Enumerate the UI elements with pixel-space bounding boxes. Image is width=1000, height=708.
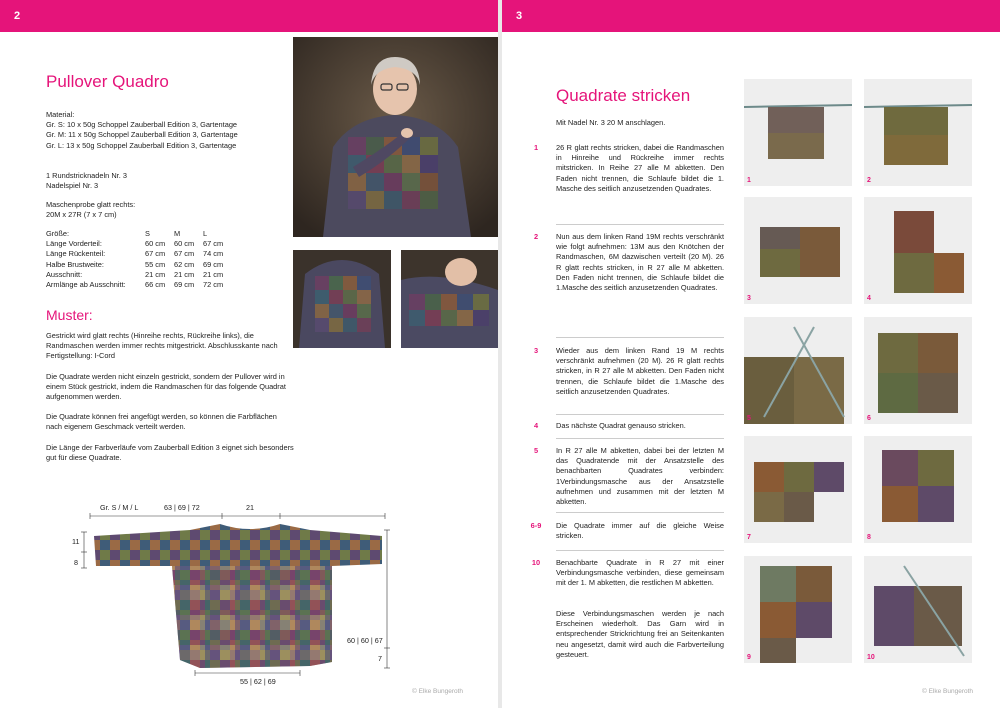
diagram-width-top: 63 | 69 | 72 xyxy=(164,503,200,512)
step-2 xyxy=(522,232,724,293)
size-cell: 62 cm xyxy=(174,259,195,269)
step-photo-2 xyxy=(864,79,972,186)
step-photo-number: 6 xyxy=(867,415,871,422)
sweater-diagram-graphic xyxy=(70,510,400,690)
knitting-image xyxy=(744,197,852,304)
step-divider xyxy=(556,512,724,513)
left-page xyxy=(0,0,498,708)
step-6-9 xyxy=(522,521,724,541)
muster-text xyxy=(46,331,294,473)
section-title: Quadrate stricken xyxy=(556,86,691,105)
needles-line: Nadelspiel Nr. 3 xyxy=(46,181,99,191)
needles-line: 1 Rundstricknadeln Nr. 3 xyxy=(46,171,127,180)
step-10 xyxy=(522,558,724,589)
size-cell: 67 cm xyxy=(203,239,224,249)
step-text: Die Quadrate immer auf die gleiche Weise stricken. xyxy=(556,521,724,541)
step-text: Wieder aus dem linken Rand 19 M rechts verschränkt aufnehmen (20 M). 26 R glatt rechts stricken, in R 27 alle M abketten. Den Faden nicht trennen, die Schlaufe bildet die 1.Masche des seitlich anzusetzenden Quadrates. xyxy=(556,346,724,396)
size-cell: 60 cm xyxy=(174,239,195,249)
size-table-row xyxy=(46,280,232,290)
page-number-right: 3 xyxy=(516,10,523,22)
intro-text: Mit Nadel Nr. 3 20 M anschlagen. xyxy=(556,118,666,127)
step-photo-7 xyxy=(744,436,852,543)
knitting-image xyxy=(864,556,972,663)
right-page xyxy=(502,0,1000,708)
material-line: Gr. S: 10 x 50g Schoppel Zauberball Edition 3, Gartentage xyxy=(46,120,238,130)
step-number: 4 xyxy=(533,421,539,430)
size-table-header xyxy=(46,229,232,239)
size-cell: 72 cm xyxy=(203,280,224,290)
diagram-left-bottom: 8 xyxy=(74,558,78,567)
step-photo-4 xyxy=(864,197,972,304)
size-cell: 69 cm xyxy=(174,280,195,290)
portrait-image xyxy=(293,37,498,237)
step-divider xyxy=(556,550,724,551)
step-photo-5 xyxy=(744,317,852,424)
step-divider xyxy=(556,337,724,338)
diagram-bottom-width: 55 | 62 | 69 xyxy=(240,677,276,686)
size-cell: 67 cm xyxy=(174,249,195,259)
material-line: Material: xyxy=(46,110,75,119)
size-cell: 21 cm xyxy=(203,269,224,279)
size-cell: 60 cm xyxy=(145,239,166,249)
material-line: Gr. L: 13 x 50g Schoppel Zauberball Edition 3, Gartentage xyxy=(46,140,237,150)
step-1 xyxy=(522,143,724,194)
needles-block xyxy=(46,171,286,191)
step-photo-number: 7 xyxy=(747,534,751,541)
knitting-image xyxy=(744,79,852,186)
back-view-photo xyxy=(293,250,391,348)
muster-paragraph: Die Länge der Farbverläufe vom Zauberball Edition 3 eignet sich besonders gut für diese Quadrate. xyxy=(46,442,294,462)
step-divider xyxy=(556,438,724,439)
size-header-cell: L xyxy=(203,229,208,238)
size-cell: 66 cm xyxy=(145,280,166,290)
diagram-left-top: 11 xyxy=(72,537,80,546)
size-cell: 69 cm xyxy=(203,259,224,269)
size-table xyxy=(46,229,232,290)
step-photo-10 xyxy=(864,556,972,663)
size-table-row xyxy=(46,249,232,259)
knitting-image xyxy=(864,317,972,424)
copyright-right: © Elke Bungeroth xyxy=(922,688,974,695)
diagram-right-bottom: 7 xyxy=(378,654,382,663)
muster-paragraph: Die Quadrate werden nicht einzeln gestrickt, sondern der Pullover wird in einem Stück gestrickt, indem die Randmaschen für das folgende Quadrat aufgenommen werden. xyxy=(46,371,286,402)
knitting-image xyxy=(744,556,852,663)
step-photo-1 xyxy=(744,79,852,186)
step-text: Nun aus dem linken Rand 19M rechts verschränkt wie folgt aufnehmen: 13M aus den Knötchen der Randmaschen, 6M dazwischen verteilt (20 M). 26 R glatt rechts stricken, in R 27 alle M abketten. Den Faden nicht trennen, die Schlaufe bildet die 1.Masche des seitlich anzusetzenden Quadrates. xyxy=(556,232,724,293)
back-view-image xyxy=(293,250,391,348)
size-header-cell: M xyxy=(174,229,181,238)
muster-title: Muster: xyxy=(46,307,93,323)
step-text: 26 R glatt rechts stricken, dabei die Randmaschen in Hinreihe und Rückreihe immer rechts mitstricken. In Reihe 27 alle M abketten. Den Faden nicht trennen, die Schlaufe bildet die 1. Masche des seitlich anzusetzenden Quadrates. xyxy=(556,143,724,193)
step-photo-3 xyxy=(744,197,852,304)
gauge-block xyxy=(46,200,286,220)
step-4 xyxy=(522,421,724,431)
right-header-bar xyxy=(502,0,1000,32)
copyright-left: © Elke Bungeroth xyxy=(412,688,464,695)
size-cell: 21 cm xyxy=(145,269,166,279)
size-cell: Halbe Brustweite: xyxy=(46,259,104,269)
step-number: 3 xyxy=(533,346,539,355)
step-text: Das nächste Quadrat genauso stricken. xyxy=(556,421,686,430)
step-photo-number: 2 xyxy=(867,177,871,184)
size-header-cell: Größe: xyxy=(46,229,69,238)
sleeve-detail-photo xyxy=(401,250,498,348)
size-cell: 55 cm xyxy=(145,259,166,269)
gauge-line: 20M x 27R (7 x 7 cm) xyxy=(46,210,117,220)
size-cell: 21 cm xyxy=(174,269,195,279)
muster-paragraph: Die Quadrate können frei angefügt werden, so können die Farbflächen nach eigenem Geschmack verteilt werden. xyxy=(46,412,277,432)
size-cell: 74 cm xyxy=(203,249,224,259)
knitting-image xyxy=(864,436,972,543)
diagram-neck-width: 21 xyxy=(246,503,254,512)
step-photo-number: 5 xyxy=(747,415,751,422)
step-number: 2 xyxy=(533,232,539,241)
size-table-row xyxy=(46,239,232,249)
size-cell: Armlänge ab Ausschnitt: xyxy=(46,280,126,290)
step-3 xyxy=(522,346,724,397)
step-number: 10 xyxy=(531,558,541,567)
step-divider xyxy=(556,224,724,225)
size-cell: Länge Rückenteil: xyxy=(46,249,106,259)
size-header-cell: S xyxy=(145,229,150,238)
step-number: 6-9 xyxy=(530,521,542,530)
closing-text: Diese Verbindungsmaschen werden je nach Erscheinen wiederholt. Das Garn wird in entsprechender Strickrichtung frei an Seitenkanten neu angesetzt, damit wird auch die Farbverteilung gesteuert. xyxy=(556,609,724,659)
knitting-image xyxy=(744,317,852,424)
size-table-row xyxy=(46,270,232,280)
step-photo-number: 9 xyxy=(747,654,751,661)
size-cell: Länge Vorderteil: xyxy=(46,239,102,249)
step-divider xyxy=(556,414,724,415)
step-5 xyxy=(522,446,724,507)
left-header-bar xyxy=(0,0,498,32)
step-photo-number: 1 xyxy=(747,177,751,184)
pattern-title: Pullover Quadro xyxy=(46,72,169,91)
material-line: Gr. M: 11 x 50g Schoppel Zauberball Edition 3, Gartentage xyxy=(46,130,238,140)
knitting-image xyxy=(744,436,852,543)
step-text: Benachbarte Quadrate in R 27 mit einer Verbindungsmasche verbinden, diese gemeinsam mit der 1. M abketten, die restlichen M abketten. xyxy=(556,558,724,588)
portrait-photo xyxy=(293,37,498,237)
step-photo-9 xyxy=(744,556,852,663)
step-photo-6 xyxy=(864,317,972,424)
material-block xyxy=(46,110,286,151)
diagram-right-side: 60 | 60 | 67 xyxy=(347,636,383,645)
size-cell: Ausschnitt: xyxy=(46,269,83,279)
sleeve-detail-image xyxy=(401,250,498,348)
step-text: In R 27 alle M abketten, dabei bei der letzten M das Quadratende mit der Ansatzstelle des benachbarten Quadrates verbinden: 1Verbindungsmasche aus der Ansatzstelle aufnehmen und zusammen mit der letzten M abketten. xyxy=(556,446,724,507)
step-number: 1 xyxy=(533,143,539,152)
knitting-image xyxy=(864,197,972,304)
page-number-left: 2 xyxy=(14,10,21,22)
muster-paragraph: Gestrickt wird glatt rechts (Hinreihe rechts, Rückreihe links), die Randmaschen werden immer rechts mitgestrickt. Abschlusskante nach Fertigstellung: I-Cord xyxy=(46,331,278,361)
size-table-row xyxy=(46,260,232,270)
step-number: 5 xyxy=(533,446,539,455)
size-cell: 67 cm xyxy=(145,249,166,259)
step-photo-number: 10 xyxy=(867,654,875,661)
knitting-image xyxy=(864,79,972,186)
step-photo-8 xyxy=(864,436,972,543)
step-photo-number: 3 xyxy=(747,295,751,302)
step-photo-number: 4 xyxy=(867,295,871,302)
gauge-line: Maschenprobe glatt rechts: xyxy=(46,200,136,209)
diagram-size-label: Gr. S / M / L xyxy=(100,503,139,512)
step-photo-number: 8 xyxy=(867,534,871,541)
